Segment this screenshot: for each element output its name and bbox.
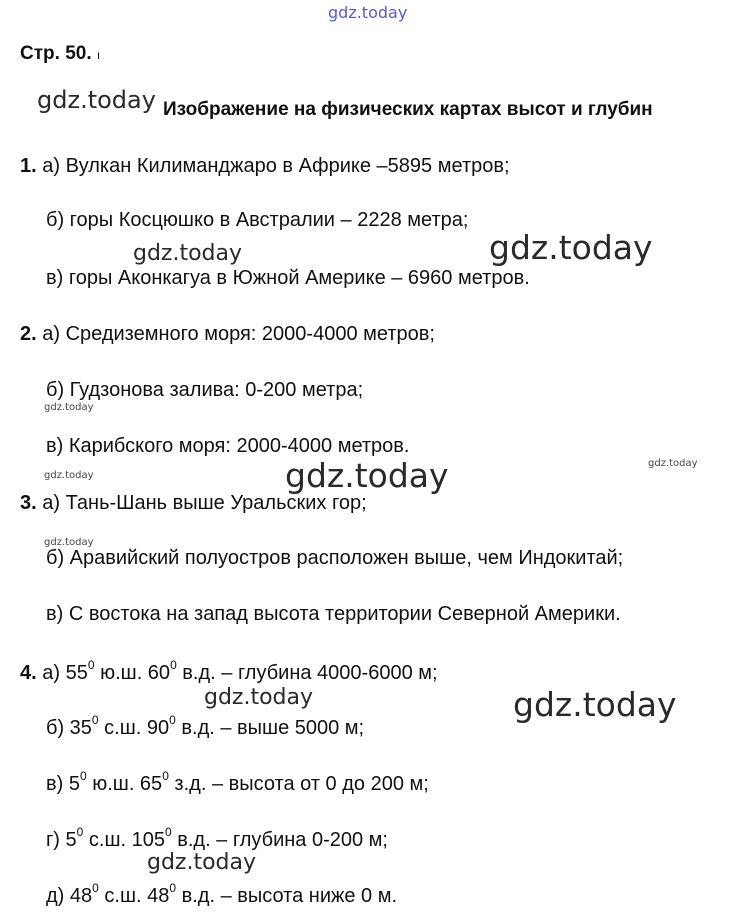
task-1-item-b: б) горы Косцюшко в Австралии – 2228 метра; (46, 209, 469, 231)
task-4-item-c: в) $5^0$ ю.ш. $65^0$ з.д. – высота от 0 до 200 м; (46, 769, 429, 795)
watermark-top: gdz.today (328, 3, 408, 22)
watermark: gdz.today (285, 456, 449, 495)
task-text: а) Вулкан Килиманджаро в Африке –5895 метров; (42, 155, 510, 177)
header-mark: ı (96, 48, 101, 62)
task-text: а) Средиземного моря: 2000-4000 метров; (42, 323, 435, 345)
page-number: Стр. 50. (20, 43, 92, 64)
task-3-item-c: в) С востока на запад высота территории Северной Америки. (46, 603, 621, 625)
watermark: gdz.today (648, 458, 698, 469)
watermark: gdz.today (513, 685, 677, 724)
task-number: 2. (20, 323, 37, 345)
watermark: gdz.today (133, 241, 243, 266)
task-2-item-b: б) Гудзонова залива: 0-200 метра; (46, 379, 364, 401)
page-header (20, 43, 100, 65)
watermark: gdz.today (44, 402, 94, 413)
watermark: gdz.today (37, 86, 156, 114)
task-1-item-a (20, 154, 510, 178)
task-3-item-a (20, 491, 367, 515)
watermark: gdz.today (204, 685, 314, 710)
page-title: Изображение на физических картах высот и глубин (163, 99, 653, 120)
watermark: gdz.today (147, 850, 257, 875)
task-4-item-e: д) $48^0$ с.ш. $48^0$ в.д. – высота ниже 0 м. (46, 881, 398, 907)
task-number: 4. (20, 662, 37, 684)
task-2-item-c: в) Карибского моря: 2000-4000 метров. (46, 435, 410, 457)
task-number: 3. (20, 492, 37, 514)
task-1-item-c: в) горы Аконкагуа в Южной Америке – 6960 метров. (46, 267, 530, 289)
task-4-item-a: 4. а) $55^0$ ю.ш. $60^0$ в.д. – глубина 4000-6000 м; (20, 658, 438, 684)
task-4-item-b: б) $35^0$ с.ш. $90^0$ в.д. – выше 5000 м; (46, 713, 365, 739)
task-4-item-d: г) $5^0$ с.ш. $105^0$ в.д. – глубина 0-200 м; (46, 825, 388, 851)
task-text: а) Тань-Шань выше Уральских гор; (42, 492, 367, 514)
watermark: gdz.today (44, 537, 94, 548)
task-3-item-b: б) Аравийский полуостров расположен выше, чем Индокитай; (46, 547, 624, 569)
task-2-item-a (20, 322, 435, 346)
watermark: gdz.today (44, 470, 94, 481)
watermark: gdz.today (489, 228, 653, 267)
task-number: 1. (20, 155, 37, 177)
